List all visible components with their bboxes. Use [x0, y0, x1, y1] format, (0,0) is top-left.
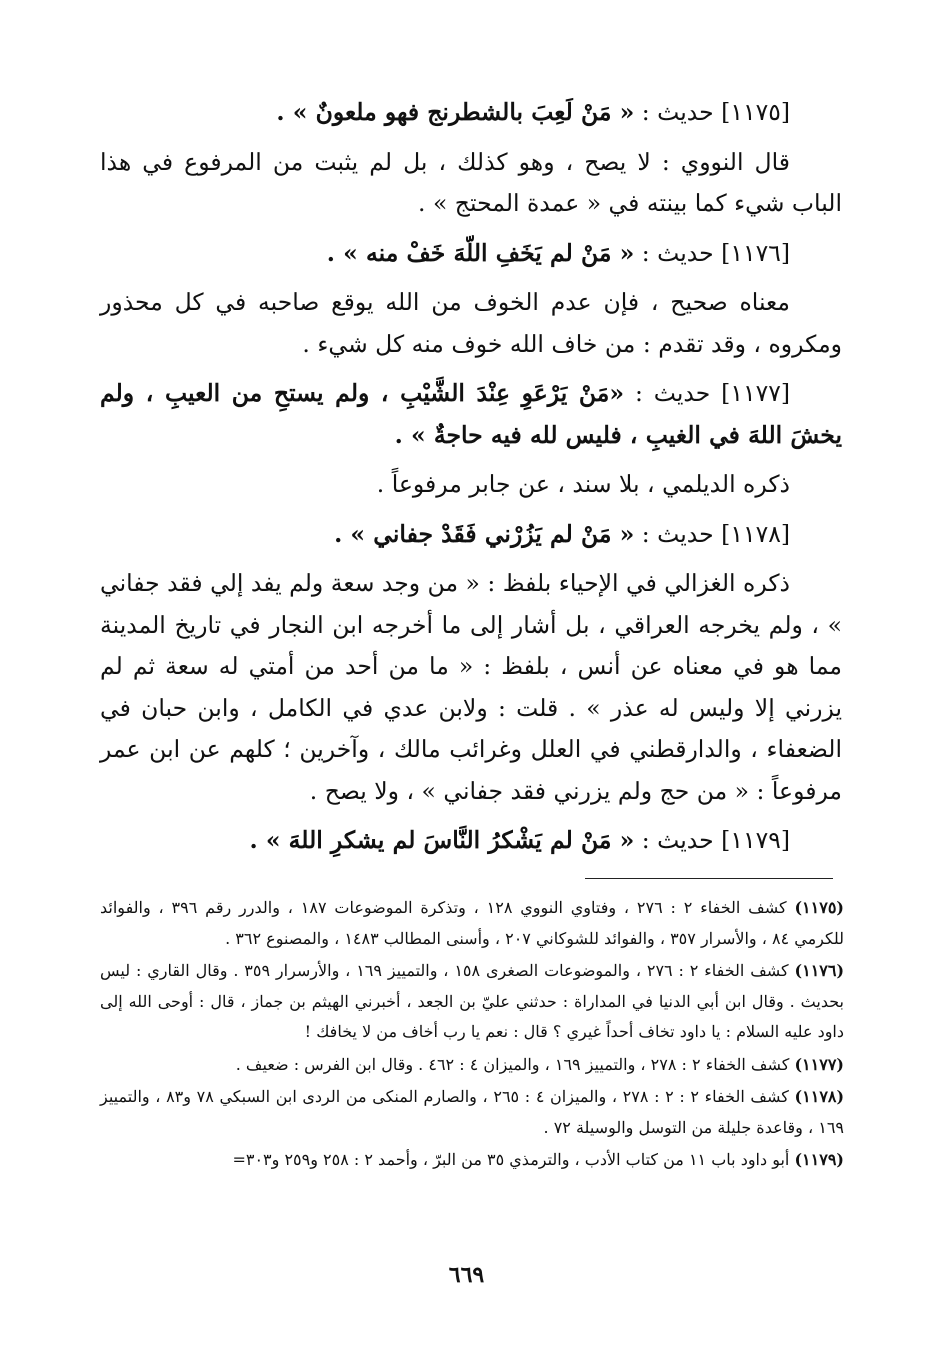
commentary-1177: ذكره الديلمي ، بلا سند ، عن جابر مرفوعاً .	[376, 470, 790, 498]
hadith-label: حديث :	[641, 238, 714, 267]
footnote-text: كشف الخفاء ٢ : ٢٧٦ ، وفتاوي النووي ١٢٨ ، وتذكرة الموضوعات ١٨٧ ، والدرر رقم ٣٩٦ ، والفوائد للكرمي ٨٤ ، والأسرار ٣٥٧ ، والفوائد للشوكاني ٢٠٧ ، وأسنى المطالب ١٤٨٣ ، والمصنوع ٣٦٢ .	[100, 898, 844, 948]
footnote-1177	[100, 1050, 844, 1081]
footnote-1179	[100, 1145, 844, 1176]
hadith-text: «مَنْ يَرْعَوِ عِنْدَ الشَّيْبِ ، ولم يستحِ من العيبِ ، ولم يخشَ اللهَ في الغيبِ ، فليس لله فيه حاجةٌ » .	[100, 379, 842, 449]
hadith-label: حديث :	[641, 826, 714, 854]
page-number: ٦٦٩	[448, 1262, 485, 1288]
footnote-text: كشف الخفاء ٢ : ٢ : ٢٧٨ ، والميزان ٤ : ٢٦٥ ، والصارم المنكى من الردى ابن السبكي ٧٨ و٨٣ ، والتمييز ١٦٩ ، وقاعدة جليلة من التوسل والوسيلة ٧٢ .	[100, 1087, 844, 1137]
footnotes	[100, 893, 844, 1178]
footnote-text: كشف الخفاء ٢ : ٢٧٦ ، والموضوعات الصغرى ١٥٨ ، والتمييز ١٦٩ ، والأرسرار ٣٥٩ . وقال القاري : ليس بحديث . وقال ابن أبي الدنيا في المداراة : حدثني عليّ بن الجعد ، أخبرني الهيثم بن جماز ، قال : أوحى الله إلى داود عليه السلام : يا داود تخاف أحداً غيري ؟ قال : نعم يا رب أخاف من لا يخافك !	[100, 961, 844, 1041]
commentary-1178: ذكره الغزالي في الإحياء بلفظ : « من وجد سعة ولم يفد إلي فقد جفاني » ، ولم يخرجه العراقي ، بل أشار إلى ما أخرجه ابن النجار في تاريخ المدينة مما هو في معناه عن أنس ، بلفظ : « ما من أحد من أمتي له سعة ثم لم يزرني إلا وليس له عذر » . قلت : ولابن عدي في الكامل ، وابن حبان في الضعفاء ، والدارقطني في العلل وغرائب مالك ، وآخرين ؛ كلهم عن ابن عمر مرفوعاً : « من حج ولم يزرني فقد جفاني » ، ولا يصح .	[100, 569, 842, 805]
footnote-1175	[100, 893, 844, 954]
footnote-text: أبو داود باب ١١ من كتاب الأدب ، والترمذي ٣٥ من البرّ ، وأحمد ٢ : ٢٥٨ و٢٥٩ و٣٠٣=	[232, 1150, 790, 1169]
hadith-1179	[100, 820, 842, 862]
footnote-number: (١١٧٨)	[794, 1087, 845, 1106]
main-text	[100, 92, 842, 870]
footnote-number: (١١٧٩)	[794, 1150, 844, 1169]
hadith-text: « مَنْ لم يَشْكرُ النَّاسَ لم يشكرِ اللهَ » .	[249, 826, 635, 854]
hadith-label: حديث :	[641, 519, 714, 548]
hadith-label: حديث :	[641, 98, 714, 126]
hadith-number: [١١٧٦]	[721, 238, 790, 267]
hadith-1178	[100, 514, 842, 556]
hadith-number: [١١٧٥]	[721, 98, 790, 126]
hadith-number: [١١٧٨]	[721, 519, 790, 548]
hadith-text: « مَنْ لم يَزُرْني فَقَدْ جفاني » .	[334, 519, 635, 548]
hadith-1177	[100, 373, 842, 456]
footnote-number: (١١٧٦)	[794, 961, 845, 980]
footnote-text: كشف الخفاء ٢ : ٢٧٨ ، والتمييز ١٦٩ ، والميزان ٤ : ٤٦٢ . وقال ابن الفرس : ضعيف .	[235, 1054, 790, 1074]
hadith-number: [١١٧٧]	[721, 379, 790, 407]
hadith-label: حديث :	[634, 379, 711, 407]
footnote-number: (١١٧٥)	[794, 898, 844, 917]
hadith-1176	[100, 233, 842, 275]
hadith-number: [١١٧٩]	[721, 826, 790, 854]
hadith-text: « مَنْ لم يَخَفِ اللّهَ خَفْ منه » .	[326, 238, 635, 267]
hadith-1175	[100, 92, 842, 134]
commentary-1175: قال النووي : لا يصح ، وهو كذلك ، بل لم يثبت من المرفوع في هذا الباب شيء كما بينته في « عمدة المحتج » .	[100, 147, 842, 217]
footnote-number: (١١٧٧)	[794, 1054, 844, 1074]
hadith-text: « مَنْ لَعِبَ بالشطرنج فهو ملعونٌ » .	[276, 98, 635, 126]
footnote-1178	[100, 1082, 844, 1143]
footnote-divider	[585, 878, 833, 879]
commentary-1176: معناه صحيح ، فإن عدم الخوف من الله يوقع صاحبه في كل محذور ومكروه ، وقد تقدم : من خاف الله خوف منه كل شيء .	[100, 288, 842, 358]
footnote-1176	[100, 956, 844, 1048]
